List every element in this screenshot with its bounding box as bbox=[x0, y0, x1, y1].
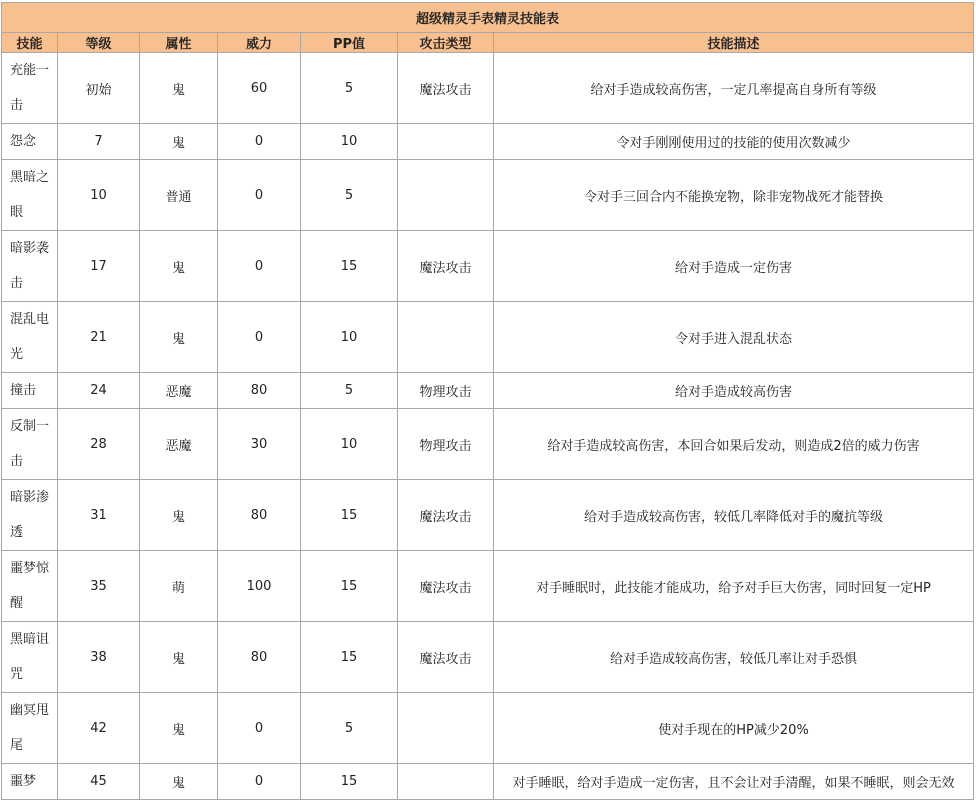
skill-level: 28 bbox=[58, 409, 140, 480]
skill-level: 17 bbox=[58, 231, 140, 302]
skill-description: 使对手现在的HP减少20% bbox=[494, 693, 974, 764]
skill-power: 80 bbox=[218, 480, 301, 551]
table-row bbox=[2, 53, 974, 124]
skill-level: 45 bbox=[58, 764, 140, 800]
skill-pp: 10 bbox=[301, 124, 398, 160]
header-type: 属性 bbox=[140, 33, 218, 53]
table-row bbox=[2, 480, 974, 551]
skill-name: 暗影袭击 bbox=[2, 231, 58, 302]
skill-description: 对手睡眠，给对手造成一定伤害，且不会让对手清醒，如果不睡眠，则会无效 bbox=[494, 764, 974, 800]
skill-description: 给对手造成较高伤害 bbox=[494, 373, 974, 409]
skill-power: 0 bbox=[218, 124, 301, 160]
skill-name: 黑暗诅咒 bbox=[2, 622, 58, 693]
skill-level: 初始 bbox=[58, 53, 140, 124]
skill-pp: 10 bbox=[301, 409, 398, 480]
skill-pp: 5 bbox=[301, 693, 398, 764]
skill-attack-type bbox=[398, 302, 494, 373]
skill-attack-type: 魔法攻击 bbox=[398, 622, 494, 693]
skill-description: 给对手造成一定伤害 bbox=[494, 231, 974, 302]
skill-power: 30 bbox=[218, 409, 301, 480]
skill-power: 60 bbox=[218, 53, 301, 124]
skill-type: 普通 bbox=[140, 160, 218, 231]
table-row bbox=[2, 373, 974, 409]
skill-name: 充能一击 bbox=[2, 53, 58, 124]
skill-pp: 15 bbox=[301, 231, 398, 302]
skill-level: 10 bbox=[58, 160, 140, 231]
table-row bbox=[2, 231, 974, 302]
skill-level: 35 bbox=[58, 551, 140, 622]
skill-pp: 10 bbox=[301, 302, 398, 373]
table-row bbox=[2, 124, 974, 160]
skill-type: 鬼 bbox=[140, 622, 218, 693]
skill-power: 0 bbox=[218, 231, 301, 302]
table-row bbox=[2, 551, 974, 622]
skill-table bbox=[1, 2, 974, 800]
table-row bbox=[2, 409, 974, 480]
skill-description: 对手睡眠时，此技能才能成功，给予对手巨大伤害，同时回复一定HP bbox=[494, 551, 974, 622]
skill-name: 幽冥甩尾 bbox=[2, 693, 58, 764]
skill-power: 0 bbox=[218, 302, 301, 373]
skill-power: 0 bbox=[218, 160, 301, 231]
skill-type: 恶魔 bbox=[140, 373, 218, 409]
skill-attack-type: 魔法攻击 bbox=[398, 480, 494, 551]
skill-type: 鬼 bbox=[140, 231, 218, 302]
skill-name: 黑暗之眼 bbox=[2, 160, 58, 231]
table-row bbox=[2, 764, 974, 800]
header-row bbox=[2, 33, 974, 53]
skill-level: 42 bbox=[58, 693, 140, 764]
skill-level: 24 bbox=[58, 373, 140, 409]
skill-description: 令对手刚刚使用过的技能的使用次数减少 bbox=[494, 124, 974, 160]
skill-type: 鬼 bbox=[140, 302, 218, 373]
skill-pp: 15 bbox=[301, 480, 398, 551]
skill-power: 0 bbox=[218, 764, 301, 800]
skill-type: 鬼 bbox=[140, 53, 218, 124]
skill-pp: 5 bbox=[301, 160, 398, 231]
skill-name: 暗影渗透 bbox=[2, 480, 58, 551]
skill-attack-type: 物理攻击 bbox=[398, 409, 494, 480]
skill-description: 令对手进入混乱状态 bbox=[494, 302, 974, 373]
skill-attack-type: 魔法攻击 bbox=[398, 53, 494, 124]
skill-table-container bbox=[1, 2, 973, 800]
skill-name: 噩梦惊醒 bbox=[2, 551, 58, 622]
skill-level: 21 bbox=[58, 302, 140, 373]
skill-attack-type: 魔法攻击 bbox=[398, 551, 494, 622]
skill-level: 38 bbox=[58, 622, 140, 693]
header-description: 技能描述 bbox=[494, 33, 974, 53]
skill-attack-type: 物理攻击 bbox=[398, 373, 494, 409]
skill-description: 给对手造成较高伤害，较低几率降低对手的魔抗等级 bbox=[494, 480, 974, 551]
skill-name: 混乱电光 bbox=[2, 302, 58, 373]
skill-power: 100 bbox=[218, 551, 301, 622]
table-row bbox=[2, 622, 974, 693]
skill-pp: 5 bbox=[301, 373, 398, 409]
skill-description: 令对手三回合内不能换宠物，除非宠物战死才能替换 bbox=[494, 160, 974, 231]
header-skill: 技能 bbox=[2, 33, 58, 53]
skill-description: 给对手造成较高伤害，一定几率提高自身所有等级 bbox=[494, 53, 974, 124]
skill-pp: 15 bbox=[301, 551, 398, 622]
skill-pp: 15 bbox=[301, 764, 398, 800]
table-title: 超级精灵手表精灵技能表 bbox=[2, 3, 974, 33]
skill-power: 0 bbox=[218, 693, 301, 764]
header-pp: PP值 bbox=[301, 33, 398, 53]
skill-name: 噩梦 bbox=[2, 764, 58, 800]
table-row bbox=[2, 693, 974, 764]
skill-description: 给对手造成较高伤害，较低几率让对手恐惧 bbox=[494, 622, 974, 693]
skill-level: 31 bbox=[58, 480, 140, 551]
skill-type: 萌 bbox=[140, 551, 218, 622]
skill-type: 鬼 bbox=[140, 764, 218, 800]
skill-power: 80 bbox=[218, 622, 301, 693]
table-row bbox=[2, 302, 974, 373]
skill-attack-type bbox=[398, 124, 494, 160]
skill-level: 7 bbox=[58, 124, 140, 160]
header-power: 威力 bbox=[218, 33, 301, 53]
skill-power: 80 bbox=[218, 373, 301, 409]
skill-description: 给对手造成较高伤害，本回合如果后发动，则造成2倍的威力伤害 bbox=[494, 409, 974, 480]
skill-attack-type bbox=[398, 160, 494, 231]
header-attack-type: 攻击类型 bbox=[398, 33, 494, 53]
skill-name: 撞击 bbox=[2, 373, 58, 409]
skill-pp: 5 bbox=[301, 53, 398, 124]
skill-name: 反制一击 bbox=[2, 409, 58, 480]
skill-pp: 15 bbox=[301, 622, 398, 693]
skill-type: 鬼 bbox=[140, 480, 218, 551]
skill-type: 鬼 bbox=[140, 124, 218, 160]
table-row bbox=[2, 160, 974, 231]
skill-type: 恶魔 bbox=[140, 409, 218, 480]
skill-name: 怨念 bbox=[2, 124, 58, 160]
skill-type: 鬼 bbox=[140, 693, 218, 764]
skill-attack-type bbox=[398, 693, 494, 764]
header-level: 等级 bbox=[58, 33, 140, 53]
skill-attack-type: 魔法攻击 bbox=[398, 231, 494, 302]
skill-attack-type bbox=[398, 764, 494, 800]
